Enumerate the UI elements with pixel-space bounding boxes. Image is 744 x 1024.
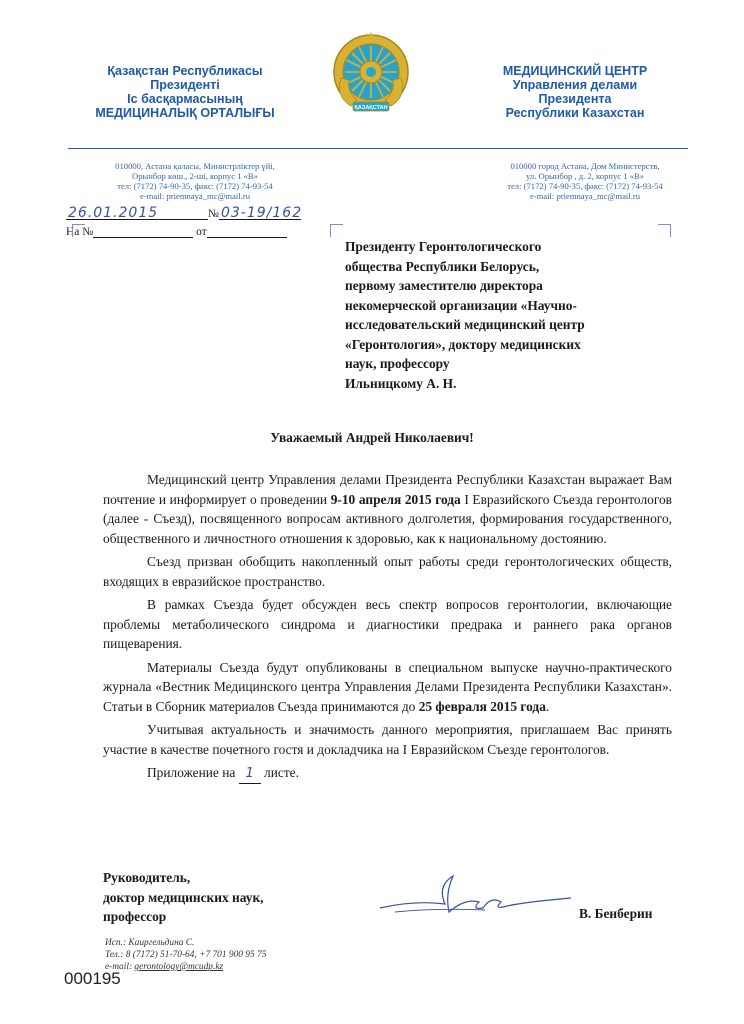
signer-line: Руководитель, (103, 870, 191, 885)
corner-bracket (330, 224, 343, 237)
header-russian-line: Управления делами (512, 78, 638, 92)
header-kazakh-line: Президенті (150, 78, 220, 92)
addressee-line: «Геронтология», доктору медицинских (345, 336, 581, 352)
handwritten-signature-icon (375, 868, 575, 928)
date-line (66, 206, 208, 220)
body-paragraph: Учитывая актуальность и значимость данного мероприятия, приглашаем Вас принять участие в качестве почетного гостя и докладчика на I Евразийском Съезде геронтологов. (103, 722, 672, 757)
appendix-line (103, 763, 672, 784)
header-russian-line: МЕДИЦИНСКИЙ ЦЕНТР (502, 64, 648, 78)
contact-line: ул. Орынбор , д. 2, корпус 1 «В» (525, 171, 645, 181)
contact-line: e-mail: priemnaya_mc@mail.ru (139, 191, 251, 201)
contacts-russian (470, 161, 700, 201)
salutation: Уважаемый Андрей Николаевич! (270, 430, 474, 445)
registration-row-2 (66, 224, 287, 238)
signer-title (103, 868, 343, 927)
contact-line: 010000 город Астана, Дом Министерств, (510, 161, 660, 171)
contact-line: e-mail: priemnaya_mc@mail.ru (529, 191, 641, 201)
registration-row-1 (66, 206, 301, 220)
header-kazakh-line: МЕДИЦИНАЛЫҚ ОРТАЛЫҒЫ (95, 106, 275, 120)
appendix-count: 1 (239, 767, 261, 784)
state-emblem-icon (331, 30, 411, 120)
contact-line: Орынбор көш., 2-ші, корпус 1 «В» (132, 171, 258, 181)
from-label: от (196, 226, 207, 238)
header-kazakh-line: Қазақстан Республикасы (107, 64, 263, 78)
addressee-block (345, 237, 675, 393)
header-russian-line: Республики Казахстан (505, 106, 645, 120)
contact-line: 010000, Астана қаласы, Министрліктер үйі, (115, 161, 275, 171)
body-paragraph: Съезд призван обобщить накопленный опыт работы среди геронтологических обществ, входящих в евразийское пространство. (103, 554, 672, 589)
letter-body (103, 470, 672, 784)
signer-name: В. Бенберин (579, 906, 653, 921)
executor-info (105, 937, 266, 973)
body-paragraph (103, 470, 672, 548)
header-russian (440, 64, 710, 120)
body-text: I Евразийского Съезда геронтологов (далее - Съезд), посвященного вопросам активного долголетия, формирования государственного, общественного и личностного отношения к здоровью, как к национальному достоянию. (103, 491, 673, 546)
appendix-text: Приложение на (147, 765, 239, 780)
executor-email-row (105, 961, 266, 973)
body-paragraph: В рамках Съезда будет обсужден весь спектр вопросов геронтологии, включающие проблемы метаболического синдрома и диагностики предрака и раннего рака органов пищеварения. (103, 597, 672, 651)
addressee-line: исследовательский медицинский центр (345, 317, 585, 332)
on-number-label: На № (66, 226, 94, 238)
emblem-text: ҚАЗАҚСТАН (354, 105, 388, 111)
body-text: . (545, 698, 550, 714)
number-line (219, 206, 301, 220)
header-russian-line: Президента (538, 92, 612, 106)
number-symbol: № (208, 208, 219, 220)
email-label: e-mail: (105, 962, 135, 972)
body-emphasis: 25 февраля 2015 года (418, 698, 546, 714)
contact-line: тел: (7172) 74-90-35, факс: (7172) 74-93-54 (507, 181, 663, 191)
header-kazakh (60, 64, 310, 120)
corner-bracket (72, 224, 85, 237)
addressee-line: Президенту Геронтологического (345, 239, 542, 254)
registration-date: 26.01.2015 (68, 205, 159, 221)
document-stamp-number: 000195 (64, 969, 121, 988)
body-paragraph (103, 658, 672, 717)
appendix-text: листе. (260, 765, 299, 780)
body-text: Материалы Съезда будут опубликованы в специальном выпуске научно-практического журнала «Вестник Медицинского центра Управления Делами Президента Республики Казахстан». Статьи в Сборник материалов Съезда принимаются до (103, 659, 672, 714)
signer-line: профессор (103, 909, 167, 924)
registration-number: 03-19/162 (220, 205, 303, 221)
executor-name: Исп.: Каиргельдина С. (105, 938, 195, 948)
body-emphasis: 9-10 апреля 2015 года (330, 491, 461, 507)
executor-phone: Тел.: 8 (7172) 51-70-64, +7 701 900 95 75 (105, 950, 267, 960)
addressee-line: общества Республики Белорусь, (345, 258, 540, 274)
addressee-line: некомерческой организации «Научно- (345, 297, 577, 313)
signer-line: доктор медицинских наук, (103, 889, 264, 905)
body-text: Медицинский центр Управления делами Президента Республики Казахстан выражает Вам почтение и информирует о проведении (103, 472, 672, 507)
addressee-line: Ильницкому А. Н. (345, 375, 457, 391)
executor-email-link[interactable]: gerontology@mcudp.kz (134, 962, 224, 972)
on-number-line (93, 224, 193, 238)
from-line (207, 224, 287, 238)
contact-line: тел: (7172) 74-90-35, факс: (7172) 74-93-54 (117, 181, 273, 191)
header-divider (68, 148, 688, 149)
contacts-kazakh (90, 161, 300, 201)
addressee-line: наук, профессору (345, 356, 450, 371)
header-kazakh-line: Іс басқармасының (127, 92, 243, 106)
corner-bracket (658, 224, 671, 237)
addressee-line: первому заместителю директора (345, 278, 543, 293)
